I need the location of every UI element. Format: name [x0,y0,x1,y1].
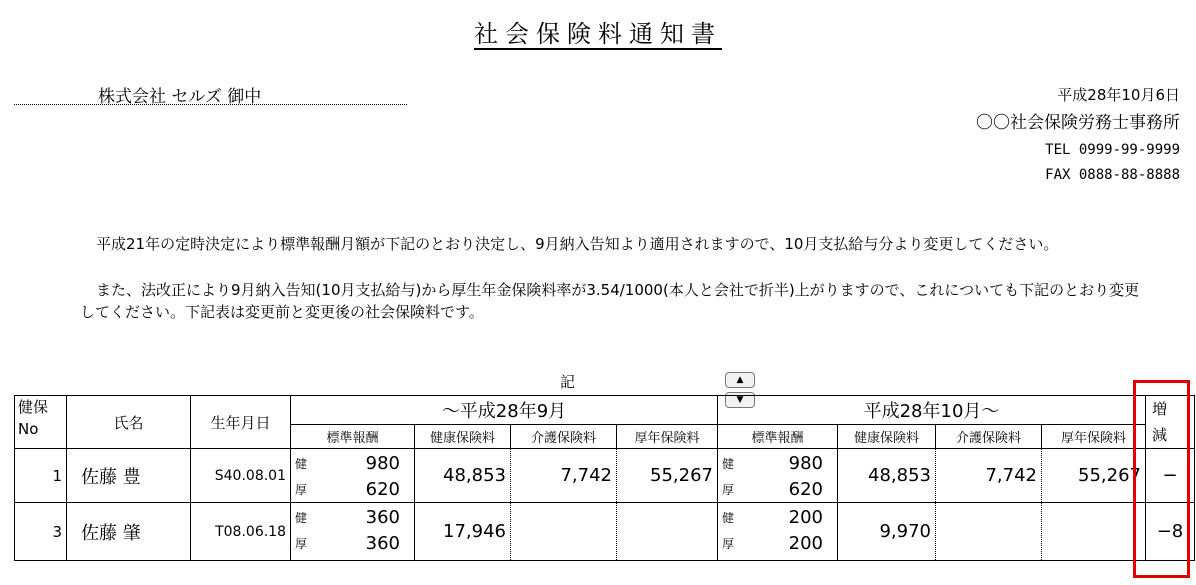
triangle-down-icon: ▼ [736,395,744,405]
row-name: 佐藤 肇 [67,503,191,561]
grade-health-value: 360 [365,507,400,528]
grade-label-pension: 厚 [722,483,735,497]
header-birth: 生年月日 [191,396,291,449]
grade-health-value: 980 [365,453,400,474]
recipient-name: 株式会社 セルズ 御中 [98,87,262,107]
notice-paragraph-1: 平成21年の定時決定により標準報酬月額が下記のとおり決定し、9月納入告知より適用されますので、10月支払給与分より変更してください。 [96,235,1059,253]
header-no-line2: No [18,420,39,438]
row-birth: T08.06.18 [191,503,291,561]
subheader-grade-after: 標準報酬 [718,425,838,449]
office-tel: TEL 0999-99-9999 [1045,142,1180,158]
subheader-grade-before: 標準報酬 [291,425,415,449]
ki-heading: 記 [560,373,576,391]
table-row [15,449,1195,503]
row-care-after [936,503,1042,561]
header-no [15,396,67,449]
subheader-health-before: 健康保険料 [415,425,511,449]
document-title: 社会保険料通知書 [474,20,722,48]
row-health-before: 48,853 [415,449,511,503]
row-grade-after [718,503,838,561]
grade-pension-value: 200 [788,533,823,554]
diff-column-highlight [1133,380,1190,578]
row-health-before: 17,946 [415,503,511,561]
subheader-pension-before: 厚年保険料 [617,425,718,449]
spin-up-button[interactable] [725,372,755,388]
grade-pension-value: 620 [365,479,400,500]
row-care-before [511,503,617,561]
grade-label-health: 健 [722,457,735,471]
grade-label-health: 健 [295,457,308,471]
row-diff: − [1146,449,1195,503]
row-pension-after [1042,503,1146,561]
row-no: 1 [15,449,67,503]
grade-health-value: 980 [788,453,823,474]
row-pension-before: 55,267 [617,449,718,503]
triangle-up-icon: ▲ [736,375,744,385]
row-care-before: 7,742 [511,449,617,503]
grade-health-value: 200 [788,507,823,528]
grade-label-pension: 厚 [295,537,308,551]
header-diff-line2: 減 [1152,426,1168,444]
premium-table [14,395,1195,561]
row-pension-after: 55,267 [1042,449,1146,503]
grade-label-pension: 厚 [295,483,308,497]
row-health-after: 48,853 [838,449,936,503]
subheader-care-before: 介護保険料 [511,425,617,449]
office-fax: FAX 0888-88-8888 [1045,167,1180,183]
grade-pension-value: 620 [788,479,823,500]
notice-paragraph-2: また、法改正により9月納入告知(10月支払給与)から厚生年金保険料率が3.54/1000(本人と会社で折半)上がりますので、これについても下記のとおり変更してください。下記表は変更前と変更後の社会保険料です。 [80,281,1140,321]
subheader-health-after: 健康保険料 [838,425,936,449]
row-name: 佐藤 豊 [67,449,191,503]
row-no: 3 [15,503,67,561]
table-row [15,503,1195,561]
office-name: 〇〇社会保険労務士事務所 [976,113,1180,133]
grade-label-health: 健 [722,511,735,525]
row-grade-after [718,449,838,503]
header-before-period: ～平成28年9月 [291,396,718,425]
row-care-after: 7,742 [936,449,1042,503]
header-no-line1: 健保 [18,398,49,416]
grade-label-pension: 厚 [722,537,735,551]
issue-date: 平成28年10月6日 [1057,86,1180,104]
row-grade-before [291,503,415,561]
grade-pension-value: 360 [365,533,400,554]
recipient-line [14,82,407,105]
header-after-period: 平成28年10月～ [718,396,1146,425]
row-grade-before [291,449,415,503]
row-diff: −8 [1146,503,1195,561]
subheader-pension-after: 厚年保険料 [1042,425,1146,449]
header-diff-line1: 増 [1152,400,1168,418]
header-name: 氏名 [67,396,191,449]
row-pension-before [617,503,718,561]
row-health-after: 9,970 [838,503,936,561]
grade-label-health: 健 [295,511,308,525]
subheader-care-after: 介護保険料 [936,425,1042,449]
row-birth: S40.08.01 [191,449,291,503]
